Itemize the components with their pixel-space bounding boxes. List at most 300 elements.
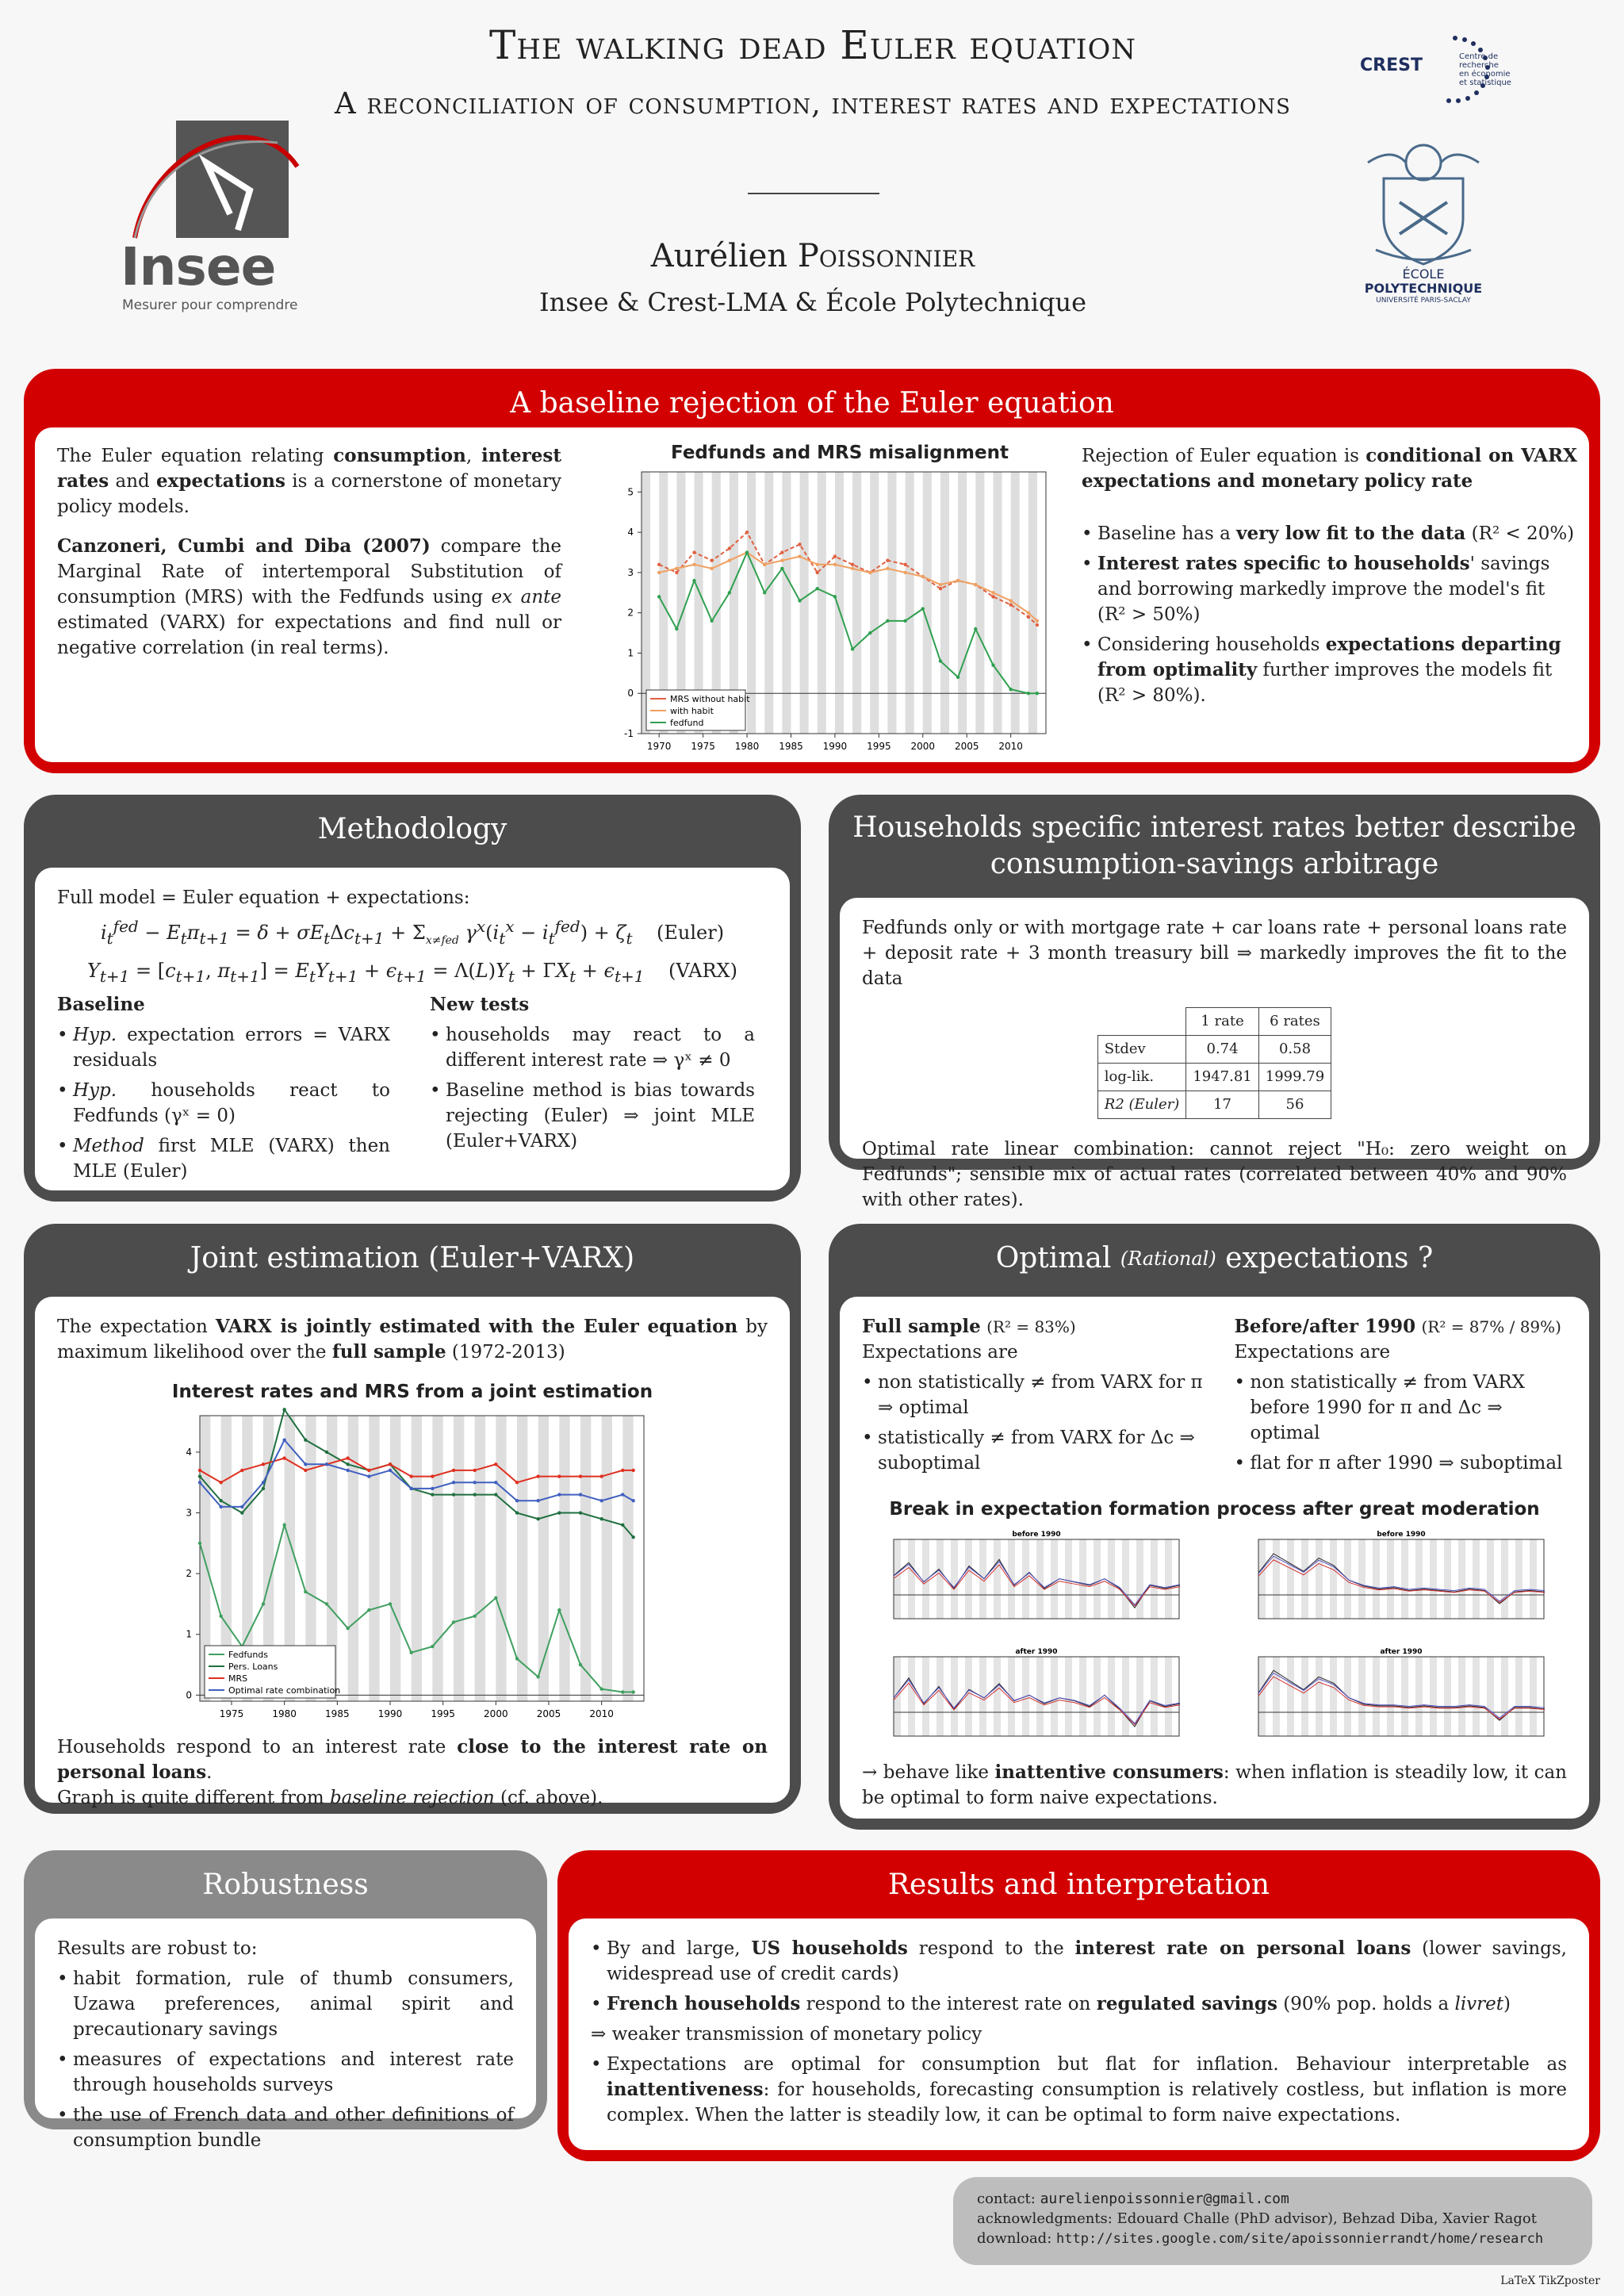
data-point: [939, 583, 942, 586]
year-stripe: [906, 472, 914, 734]
data-point: [621, 1524, 624, 1527]
year-stripe: [1373, 1657, 1380, 1736]
results-bullet: • By and large, US households respond to the interest rate on personal loans (lower savings, widespread use of credit cards): [591, 1936, 1567, 1987]
data-point: [579, 1511, 582, 1514]
year-stripe: [936, 1539, 944, 1619]
data-point: [557, 1493, 561, 1496]
panel-title: after 1990: [1380, 1648, 1423, 1656]
data-point: [1036, 692, 1039, 695]
data-point: [367, 1474, 370, 1478]
data-point: [536, 1474, 539, 1478]
data-point: [515, 1657, 519, 1660]
x-tick-label: 1995: [431, 1708, 455, 1719]
x-tick-label: 1970: [646, 741, 672, 752]
year-stripe: [994, 1539, 1001, 1619]
year-stripe: [1444, 1657, 1451, 1736]
full-sample-bullet: • statistically ≠ from VARX for Δc ⇒ suboptimal: [862, 1425, 1210, 1476]
data-point: [409, 1651, 412, 1654]
data-point: [728, 558, 731, 562]
data-point: [745, 550, 749, 554]
year-stripe: [1273, 1539, 1280, 1619]
data-point: [728, 591, 731, 594]
year-stripe: [923, 472, 932, 734]
y-tick-label: 4: [627, 527, 634, 539]
data-point: [431, 1487, 434, 1490]
year-stripe: [1373, 1539, 1380, 1619]
data-point: [304, 1462, 307, 1466]
data-point: [675, 571, 678, 574]
method-bullet: • Hyp. expectation errors = VARX residuals: [57, 1022, 390, 1073]
data-point: [1009, 688, 1012, 691]
panel-title: before 1990: [1012, 1531, 1061, 1539]
year-stripe: [1051, 1657, 1058, 1736]
year-stripe: [1094, 1539, 1101, 1619]
data-point: [579, 1663, 582, 1666]
data-point: [452, 1469, 455, 1472]
year-stripe: [496, 1416, 506, 1701]
data-point: [1009, 599, 1012, 602]
data-point: [657, 595, 661, 598]
data-point: [304, 1438, 307, 1441]
data-point: [903, 571, 906, 574]
x-tick-label: 1980: [734, 741, 760, 752]
author: Aurélien Poissonnier: [650, 238, 975, 274]
x-tick-label: 1975: [691, 741, 715, 752]
data-point: [515, 1481, 519, 1484]
year-stripe: [965, 1539, 972, 1619]
year-stripe: [1301, 1657, 1308, 1736]
data-point: [780, 558, 783, 562]
data-point: [798, 554, 801, 558]
data-point: [621, 1690, 624, 1693]
year-stripe: [1287, 1657, 1294, 1736]
data-point: [991, 591, 994, 594]
data-point: [515, 1499, 519, 1502]
data-point: [780, 550, 783, 554]
year-stripe: [1387, 1657, 1394, 1736]
data-point: [473, 1469, 476, 1472]
data-point: [346, 1627, 349, 1630]
year-stripe: [1430, 1539, 1437, 1619]
year-stripe: [1415, 1657, 1423, 1736]
x-tick-label: 1995: [867, 741, 891, 752]
year-stripe: [1065, 1657, 1072, 1736]
data-point: [710, 619, 713, 623]
year-stripe: [1051, 1539, 1058, 1619]
x-tick-label: 2005: [954, 741, 979, 752]
methodology-block: [24, 795, 801, 1202]
year-stripe: [1008, 1657, 1015, 1736]
mini-chart-after-pi: [1235, 1646, 1552, 1757]
break-figure-title: Break in expectation formation process after great moderation: [889, 1499, 1540, 1520]
year-stripe: [958, 472, 967, 734]
year-stripe: [818, 472, 826, 734]
year-stripe: [979, 1539, 986, 1619]
data-point: [886, 619, 889, 623]
data-point: [675, 567, 678, 570]
year-stripe: [1358, 1539, 1365, 1619]
year-stripe: [764, 472, 773, 734]
year-stripe: [1458, 1657, 1465, 1736]
poly-line3: UNIVERSITÉ PARIS-SACLAY: [1376, 297, 1471, 305]
year-stripe: [1358, 1657, 1365, 1736]
data-point: [833, 595, 837, 598]
data-point: [536, 1675, 539, 1678]
mini-chart-before-pi: [1235, 1528, 1552, 1639]
year-stripe: [1415, 1539, 1423, 1619]
baseline-block: [24, 369, 1600, 773]
data-point: [675, 627, 678, 631]
year-stripe: [580, 1416, 591, 1701]
year-stripe: [1387, 1539, 1394, 1619]
data-point: [557, 1511, 561, 1514]
data-point: [282, 1456, 285, 1459]
data-point: [282, 1524, 285, 1527]
joint-title: Joint estimation (Euler+VARX): [190, 1242, 635, 1274]
year-stripe: [1430, 1657, 1437, 1736]
year-stripe: [622, 1416, 633, 1701]
households-p2: Optimal rate linear combination: cannot reject "H₀: zero weight on Fedfunds"; sensible mix of actual rates (correlated between 40% and 90% with other rates).: [862, 1139, 1567, 1210]
poster-title: The walking dead Euler equation: [489, 22, 1136, 68]
year-stripe: [1258, 1657, 1266, 1736]
x-tick-label: 1985: [325, 1708, 350, 1719]
data-point: [262, 1481, 265, 1484]
data-point: [282, 1408, 285, 1411]
data-point: [816, 587, 819, 590]
methodology-title: Methodology: [317, 813, 508, 845]
y-tick-label: 3: [186, 1507, 192, 1519]
year-stripe: [1501, 1539, 1508, 1619]
x-tick-label: 1990: [377, 1708, 403, 1719]
data-point: [692, 579, 695, 582]
new-test-bullet: • Baseline method is bias towards rejecting (Euler) ⇒ joint MLE (Euler+VARX): [430, 1078, 755, 1154]
data-point: [494, 1462, 497, 1466]
year-stripe: [1108, 1657, 1115, 1736]
x-tick-label: 1980: [272, 1708, 297, 1719]
data-point: [219, 1505, 222, 1508]
data-point: [599, 1499, 603, 1502]
households-p1: Fedfunds only or with mortgage rate + car loans rate + personal loans rate + deposit rate + 3 month treasury bill ⇒ markedly improves the fit to the data: [862, 918, 1567, 989]
baseline-bullet: • Baseline has a very low fit to the data (R² < 20%): [1082, 521, 1577, 546]
data-point: [631, 1499, 634, 1502]
year-stripe: [870, 472, 879, 734]
year-stripe: [1165, 1657, 1172, 1736]
year-stripe: [1316, 1657, 1323, 1736]
crest-tagline: Centre de recherche en économie et statistique: [1459, 52, 1511, 87]
method-bullet: • Hyp. households react to Fedfunds (γˣ = 0): [57, 1078, 390, 1129]
year-stripe: [412, 1416, 422, 1701]
data-point: [1027, 615, 1030, 619]
data-point: [431, 1645, 434, 1648]
data-point: [473, 1615, 476, 1618]
data-point: [921, 575, 925, 578]
data-point: [579, 1474, 582, 1478]
data-point: [219, 1499, 222, 1502]
data-point: [1027, 611, 1030, 614]
year-stripe: [1079, 1539, 1086, 1619]
data-point: [346, 1462, 349, 1466]
data-point: [494, 1493, 497, 1496]
year-stripe: [1136, 1657, 1143, 1736]
data-point: [389, 1602, 392, 1605]
data-point: [851, 567, 854, 570]
joint-figure-title: Interest rates and MRS from a joint estimation: [171, 1382, 653, 1402]
year-stripe: [1501, 1657, 1508, 1736]
data-point: [903, 563, 906, 566]
baseline-title: A baseline rejection of the Euler equation: [510, 387, 1114, 420]
data-point: [1027, 692, 1030, 695]
data-point: [868, 571, 871, 574]
data-point: [240, 1511, 243, 1514]
data-point: [282, 1438, 285, 1441]
data-point: [991, 595, 994, 598]
data-point: [833, 554, 837, 558]
baseline-chart: [618, 464, 1062, 759]
year-stripe: [1487, 1657, 1494, 1736]
year-stripe: [1330, 1539, 1337, 1619]
year-stripe: [936, 1657, 944, 1736]
insee-logo-text: Insee: [121, 236, 276, 297]
crest-logo: [1360, 33, 1526, 113]
year-stripe: [908, 1657, 915, 1736]
year-stripe: [602, 1416, 612, 1701]
data-point: [974, 583, 977, 586]
data-point: [325, 1602, 328, 1605]
year-stripe: [1515, 1657, 1522, 1736]
data-point: [921, 607, 925, 610]
year-stripe: [1316, 1539, 1323, 1619]
year-stripe: [894, 1539, 901, 1619]
data-point: [536, 1499, 539, 1502]
year-stripe: [1473, 1657, 1480, 1736]
data-point: [367, 1608, 370, 1612]
optimal-block: Optimal (Rational) expectations ? Full sample (R² = 83%) Expectations are • non statistically ≠ from VARX for π ⇒ optimal • statistically ≠ from VARX for Δc ⇒ suboptimal Before/after 1990 (R² = 87% / 89%) Expectations are • non statistically ≠ from VARX before 1990 for π and Δc ⇒ optimal • flat for π after 1990 ⇒ suboptimal Break in expectation formation process after great moderation before 1990 before 1990 after 1990 after 1990 → behave like inattentive consumers: when inflation is steadily low, it can be optimal to form naive expectations.: [829, 1224, 1600, 1830]
legend-label: with habit: [670, 706, 714, 716]
poly-line2: POLYTECHNIQUE: [1364, 281, 1483, 296]
data-point: [833, 563, 837, 566]
y-tick-label: 0: [627, 688, 634, 700]
x-tick-label: 1975: [219, 1708, 244, 1719]
data-point: [745, 531, 749, 534]
joint-chart: [184, 1408, 660, 1733]
data-point: [557, 1608, 561, 1612]
results-title: Results and interpretation: [887, 1869, 1270, 1901]
data-point: [262, 1462, 265, 1466]
before-after-bullet: • flat for π after 1990 ⇒ suboptimal: [1234, 1451, 1567, 1476]
data-point: [452, 1481, 455, 1484]
results-implication: ⇒ weaker transmission of monetary policy: [591, 2024, 982, 2045]
data-point: [710, 558, 713, 562]
data-point: [886, 567, 889, 570]
year-stripe: [800, 472, 809, 734]
x-tick-label: 2010: [589, 1708, 614, 1719]
data-point: [240, 1469, 243, 1472]
y-tick-label: 0: [186, 1689, 192, 1701]
year-stripe: [1444, 1539, 1451, 1619]
data-point: [1009, 603, 1012, 606]
joint-block: Joint estimation (Euler+VARX) The expectation VARX is jointly estimated with the Euler equation by maximum likelihood over the full sample (1972-2013) Interest rates and MRS from a joint estimation 1975 1980 1985 1990 1995 2000 2005 2010 0 1 2 3 4 Fedfunds Pers. Loans MRS Optimal rate combination Households respond to an interest rate close to the interest rate on personal loans. Graph is quite different from baseline rejection (cf. above).: [24, 1224, 801, 1814]
data-point: [219, 1481, 222, 1484]
break-figure: [862, 1528, 1567, 1758]
y-tick-label: 2: [186, 1568, 192, 1580]
data-point: [579, 1493, 582, 1496]
panel-title: before 1990: [1377, 1531, 1426, 1539]
y-tick-label: 4: [186, 1446, 192, 1458]
legend-label: Optimal rate combination: [228, 1685, 341, 1696]
data-point: [816, 563, 819, 566]
results-bullet: • French households respond to the interest rate on regulated savings (90% pop. holds a livret): [591, 1991, 1567, 2017]
year-stripe: [1258, 1539, 1266, 1619]
data-point: [692, 563, 695, 566]
year-stripe: [1515, 1539, 1522, 1619]
data-point: [710, 567, 713, 570]
baseline-heading: Baseline: [57, 993, 145, 1015]
x-tick-label: 2000: [910, 741, 936, 752]
data-point: [692, 550, 695, 554]
data-point: [515, 1511, 519, 1514]
data-point: [409, 1487, 412, 1490]
data-point: [389, 1462, 392, 1466]
x-tick-label: 1990: [822, 741, 848, 752]
data-point: [939, 587, 942, 590]
data-point: [657, 571, 661, 574]
year-stripe: [993, 472, 1002, 734]
data-point: [991, 663, 994, 666]
full-sample-bullet: • non statistically ≠ from VARX for π ⇒ optimal: [862, 1370, 1210, 1420]
insee-tagline: Mesurer pour comprendre: [122, 297, 298, 313]
robustness-bullet: • the use of French data and other definitions of consumption bundle: [57, 2102, 514, 2153]
polytechnique-logo: [1352, 131, 1495, 309]
year-stripe: [559, 1416, 569, 1701]
fit-table: 1 rate 6 rates Stdev 0.74 0.58 log-lik. 1947.81 1999.79 R2 (Euler) 17 56: [1097, 1007, 1331, 1119]
y-tick-label: 5: [627, 486, 634, 498]
year-stripe: [922, 1539, 929, 1619]
robustness-title: Robustness: [202, 1869, 369, 1901]
data-point: [631, 1469, 634, 1472]
year-stripe: [1136, 1539, 1143, 1619]
year-stripe: [454, 1416, 464, 1701]
data-point: [198, 1469, 201, 1472]
data-point: [409, 1474, 412, 1478]
year-stripe: [432, 1416, 442, 1701]
poster-subtitle: A reconciliation of consumption, interest rates and expectations: [335, 86, 1291, 121]
year-stripe: [1151, 1539, 1158, 1619]
year-stripe: [1530, 1657, 1537, 1736]
data-point: [657, 563, 661, 566]
year-stripe: [1330, 1657, 1337, 1736]
year-stripe: [1473, 1539, 1480, 1619]
data-point: [367, 1469, 370, 1472]
data-point: [198, 1481, 201, 1484]
baseline-figure: [618, 440, 1062, 757]
data-point: [599, 1474, 603, 1478]
x-tick-label: 1985: [779, 741, 803, 752]
x-tick-label: 2005: [536, 1708, 561, 1719]
year-stripe: [975, 472, 984, 734]
year-stripe: [369, 1416, 379, 1701]
data-point: [798, 542, 801, 546]
data-point: [346, 1469, 349, 1472]
data-point: [763, 563, 766, 566]
year-stripe: [1458, 1539, 1465, 1619]
data-point: [198, 1474, 201, 1478]
households-title: Households specific interest rates better describe consumption-savings arbitrage: [852, 811, 1576, 880]
data-point: [728, 546, 731, 550]
y-tick-label: -1: [624, 728, 634, 739]
legend-label: Fedfunds: [228, 1650, 269, 1660]
contact-email[interactable]: aurelienpoissonnier@gmail.com: [1040, 2191, 1289, 2207]
download-link[interactable]: http://sites.google.com/site/apoissonnierrandt/home/research: [1056, 2231, 1544, 2247]
data-point: [1036, 623, 1039, 627]
year-stripe: [908, 1539, 915, 1619]
data-point: [431, 1474, 434, 1478]
data-point: [599, 1517, 603, 1520]
year-stripe: [1273, 1657, 1280, 1736]
year-stripe: [1036, 1539, 1044, 1619]
data-point: [452, 1620, 455, 1623]
year-stripe: [994, 1657, 1001, 1736]
baseline-figure-title: Fedfunds and MRS misalignment: [671, 443, 1009, 463]
year-stripe: [1401, 1539, 1408, 1619]
data-point: [763, 591, 766, 594]
data-point: [1036, 619, 1039, 623]
year-stripe: [1122, 1539, 1129, 1619]
baseline-bullet: • Interest rates specific to households' savings and borrowing markedly improve the model's fit (R² > 50%): [1082, 551, 1577, 627]
year-stripe: [1165, 1539, 1172, 1619]
data-point: [494, 1481, 497, 1484]
data-point: [325, 1462, 328, 1466]
y-tick-label: 2: [627, 607, 634, 619]
year-stripe: [940, 472, 949, 734]
year-stripe: [951, 1539, 958, 1619]
data-point: [851, 563, 854, 566]
year-stripe: [782, 472, 791, 734]
results-block: [557, 1850, 1600, 2161]
data-point: [494, 1596, 497, 1600]
year-stripe: [1022, 1539, 1029, 1619]
data-point: [780, 567, 783, 570]
year-stripe: [1094, 1657, 1101, 1736]
data-point: [304, 1590, 307, 1593]
y-tick-label: 1: [627, 647, 634, 659]
year-stripe: [951, 1657, 958, 1736]
legend-label: Pers. Loans: [228, 1662, 278, 1672]
results-bullet: • Expectations are optimal for consumption but flat for inflation. Behaviour interpretable as inattentiveness: for households, forecasting consumption is relatively costless, but inflation is more complex. When the latter is steadily low, it can be optimal to form naive expectations.: [591, 2052, 1567, 2128]
data-point: [262, 1487, 265, 1490]
robustness-bullet: • habit formation, rule of thumb consumers, Uzawa preferences, animal spirit and precautionary savings: [57, 1966, 514, 2042]
y-tick-label: 3: [627, 566, 634, 578]
baseline-bullet: • Considering households expectations departing from optimality further improves the models fit (R² > 80%).: [1082, 632, 1577, 708]
year-stripe: [1301, 1539, 1308, 1619]
year-stripe: [1108, 1539, 1115, 1619]
data-point: [325, 1451, 328, 1454]
year-stripe: [1401, 1657, 1408, 1736]
legend-label: MRS without habit: [670, 694, 750, 704]
new-tests-heading: New tests: [430, 993, 530, 1015]
data-point: [304, 1469, 307, 1472]
year-stripe: [475, 1416, 485, 1701]
data-point: [431, 1493, 434, 1496]
data-point: [621, 1493, 624, 1496]
crest-logo-text: CREST: [1360, 56, 1423, 75]
year-stripe: [1011, 472, 1020, 734]
data-point: [631, 1535, 634, 1539]
before-after-bullet: • non statistically ≠ from VARX before 1990 for π and Δc ⇒ optimal: [1234, 1370, 1567, 1446]
panel-title: after 1990: [1015, 1648, 1058, 1656]
year-stripe: [1151, 1657, 1158, 1736]
data-point: [886, 558, 889, 562]
year-stripe: [1065, 1539, 1072, 1619]
